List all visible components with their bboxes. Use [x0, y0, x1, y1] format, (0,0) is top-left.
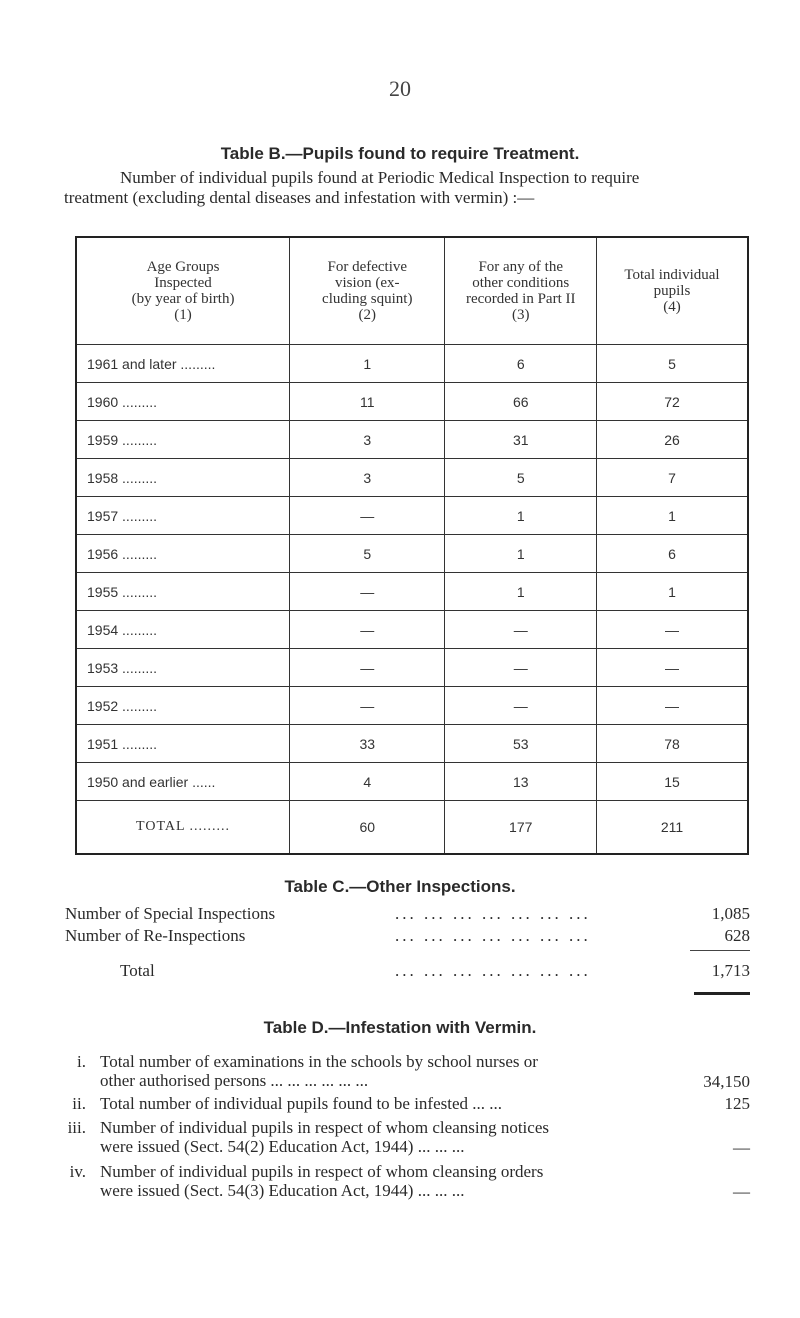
list-item: i. Total number of examinations in the schools by school nurses or other authorised persons ... ... ... ... ... ... 34,150: [77, 1052, 750, 1091]
table-row: 1952 ......... — — —: [76, 687, 748, 725]
leader-dots: ... ... ... ... ... ... ...: [395, 904, 591, 923]
table-b-intro: [64, 168, 764, 208]
table-row: 1955 ......... — 1 1: [76, 573, 748, 611]
intro-line-2: treatment (excluding dental diseases and infestation with vermin) :—: [64, 188, 535, 207]
total-inspections-value: 1,713: [711, 961, 750, 980]
total-inspections-row: [65, 960, 750, 982]
reinspections-label: Number of Re-Inspections: [65, 926, 246, 945]
table-b-header-row: [76, 237, 748, 345]
table-c-title: Table C.—Other Inspections.: [284, 877, 516, 896]
table-row: 1956 ......... 5 1 6: [76, 535, 748, 573]
total-double-rule: [694, 992, 750, 995]
header-other-conditions: For any of the other conditions recorded in Part II (3): [445, 237, 597, 345]
table-total-row: TOTAL ......... 60 177 211: [76, 801, 748, 855]
table-b: [75, 236, 749, 855]
special-inspections-row: [65, 903, 750, 925]
table-row: 1960 ......... 11 66 72: [76, 383, 748, 421]
table-b-title: Table B.—Pupils found to require Treatment.: [220, 144, 580, 163]
list-item: ii. Total number of individual pupils found to be infested ... ... 125: [72, 1094, 750, 1113]
table-d-title: Table D.—Infestation with Vermin.: [263, 1018, 537, 1037]
table-row: 1957 ......... — 1 1: [76, 497, 748, 535]
header-age-groups: Age Groups Inspected (by year of birth) (1): [76, 237, 290, 345]
intro-line-1: Number of individual pupils found at Periodic Medical Inspection to require: [120, 168, 640, 187]
sum-rule: [690, 950, 750, 951]
reinspections-row: [65, 925, 750, 947]
leader-dots: ... ... ... ... ... ... ...: [395, 926, 591, 945]
leader-dots: ... ... ... ... ... ... ...: [395, 961, 591, 980]
list-item: iii. Number of individual pupils in respect of whom cleansing notices were issued (Sect. 54(2) Education Act, 1944) ... ... ... —: [67, 1118, 750, 1157]
special-inspections-value: 1,085: [711, 904, 750, 923]
special-inspections-label: Number of Special Inspections: [65, 904, 276, 923]
table-row: 1954 ......... — — —: [76, 611, 748, 649]
table-row: 1961 and later ......... 1 6 5: [76, 345, 748, 383]
table-row: 1959 ......... 3 31 26: [76, 421, 748, 459]
total-inspections-label: Total: [120, 961, 155, 980]
table-row: 1951 ......... 33 53 78: [76, 725, 748, 763]
table-row: 1958 ......... 3 5 7: [76, 459, 748, 497]
table-row: 1953 ......... — — —: [76, 649, 748, 687]
table-row: 1950 and earlier ...... 4 13 15: [76, 763, 748, 801]
header-defective-vision: For defective vision (ex- cluding squint) (2): [290, 237, 445, 345]
reinspections-value: 628: [724, 926, 750, 945]
page-number: 20: [389, 76, 411, 101]
header-total-pupils: Total individual pupils (4): [596, 237, 748, 345]
list-item: iv. Number of individual pupils in respect of whom cleansing orders were issued (Sect. 54(3) Education Act, 1944) ... ... ... —: [69, 1162, 750, 1201]
